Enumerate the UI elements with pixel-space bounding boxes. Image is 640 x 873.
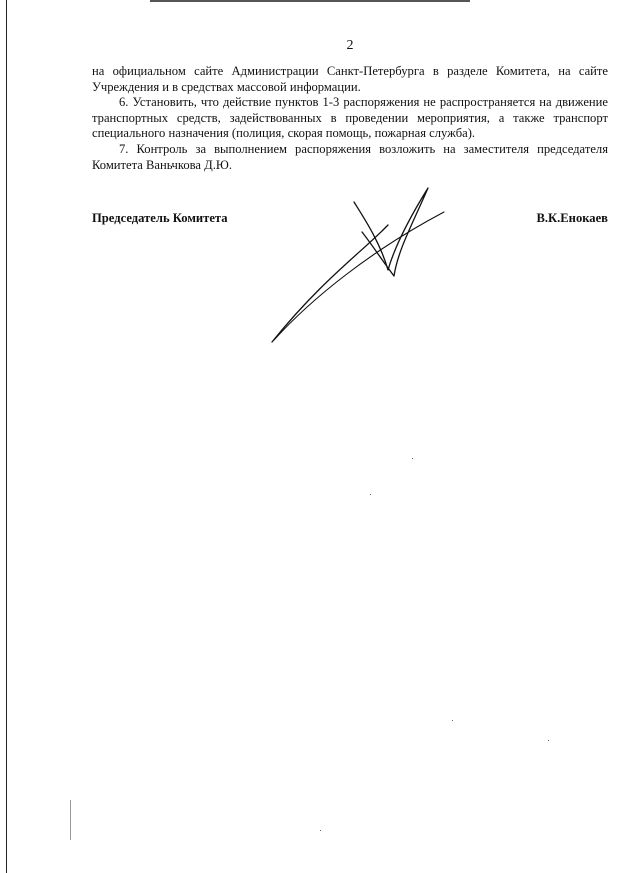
scan-speck (370, 494, 371, 495)
scan-speck (70, 800, 71, 840)
signatory-title: Председатель Комитета (92, 211, 228, 225)
scan-speck (452, 720, 453, 721)
scan-edge-line (6, 0, 7, 873)
scan-speck (548, 740, 549, 741)
paragraph-continuation: на официальном сайте Администрации Санкт-Петербурга в разделе Комитета, на сайте Учреждения и в средствах массовой информации. (92, 64, 608, 94)
scan-speck (412, 458, 413, 459)
signatory-name: В.К.Енокаев (536, 211, 608, 225)
page-number: 2 (346, 38, 354, 53)
document-body (92, 64, 608, 173)
scan-speck (320, 830, 321, 831)
handwritten-signature (262, 180, 452, 350)
paragraph-item-7: 7. Контроль за выполнением распоряжения возложить на заместителя председателя Комитета Ваньчкова Д.Ю. (92, 141, 608, 172)
paragraph-item-6: 6. Установить, что действие пунктов 1-3 распоряжения не распространяется на движение транспортных средств, задействованных в проведении мероприятия, а также транспорт специального назначения (полиция, скорая помощь, пожарная служба). (92, 95, 608, 141)
scan-edge-line (150, 0, 470, 2)
